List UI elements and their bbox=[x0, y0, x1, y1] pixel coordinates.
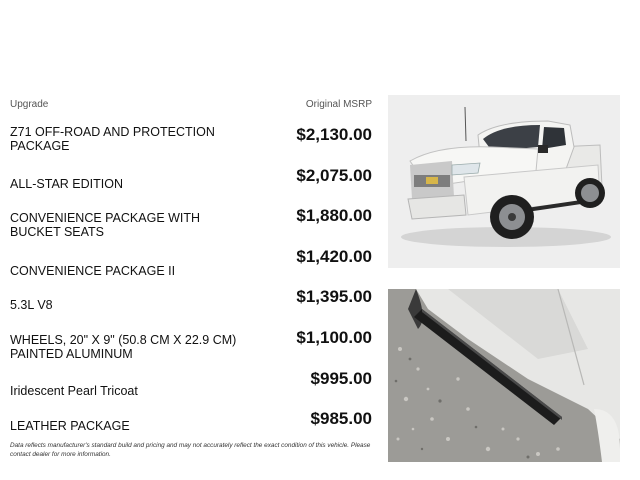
upgrade-name: ALL-STAR EDITION bbox=[10, 176, 123, 191]
upgrade-name: LEATHER PACKAGE bbox=[10, 419, 130, 434]
truck-front-photo bbox=[388, 95, 620, 268]
upgrade-price: $995.00 bbox=[310, 368, 372, 388]
upgrade-row bbox=[10, 200, 372, 241]
upgrade-column-header: Upgrade bbox=[10, 99, 49, 110]
upgrade-name: CONVENIENCE PACKAGE II bbox=[10, 263, 176, 278]
upgrade-row bbox=[10, 322, 372, 363]
upgrade-name: Z71 OFF-ROAD AND PROTECTION PACKAGE bbox=[10, 125, 215, 153]
upgrade-name: 5.3L V8 bbox=[10, 298, 53, 313]
upgrade-row bbox=[10, 363, 372, 404]
disclaimer: Data reflects manufacturer's standard build and pricing and may not accurately reflect the exact condition of this vehicle. Please contact dealer for more information. bbox=[10, 442, 371, 458]
upgrade-price: $2,075.00 bbox=[296, 165, 372, 185]
upgrade-name: WHEELS, 20" X 9" (50.8 CM X 22.9 CM) PAINTED ALUMINUM bbox=[10, 332, 237, 361]
upgrade-price: $2,130.00 bbox=[296, 125, 372, 144]
upgrade-name: CONVENIENCE PACKAGE WITH BUCKET SEATS bbox=[10, 211, 201, 240]
upgrade-row bbox=[10, 119, 372, 160]
table-header bbox=[10, 99, 372, 113]
upgrade-price: $1,420.00 bbox=[296, 246, 372, 266]
upgrade-row bbox=[10, 160, 372, 201]
upgrades-list bbox=[10, 119, 372, 444]
upgrade-row bbox=[10, 241, 372, 282]
upgrade-price: $1,100.00 bbox=[296, 327, 372, 347]
upgrade-row bbox=[10, 281, 372, 322]
upgrade-row bbox=[10, 403, 372, 444]
msrp-column-header: Original MSRP bbox=[305, 99, 372, 110]
upgrade-name: Iridescent Pearl Tricoat bbox=[10, 383, 138, 398]
upgrade-price: $1,395.00 bbox=[296, 287, 372, 307]
upgrade-price: $985.00 bbox=[310, 409, 372, 429]
truck-side-step-photo bbox=[388, 289, 620, 462]
upgrade-price: $1,880.00 bbox=[296, 206, 372, 226]
